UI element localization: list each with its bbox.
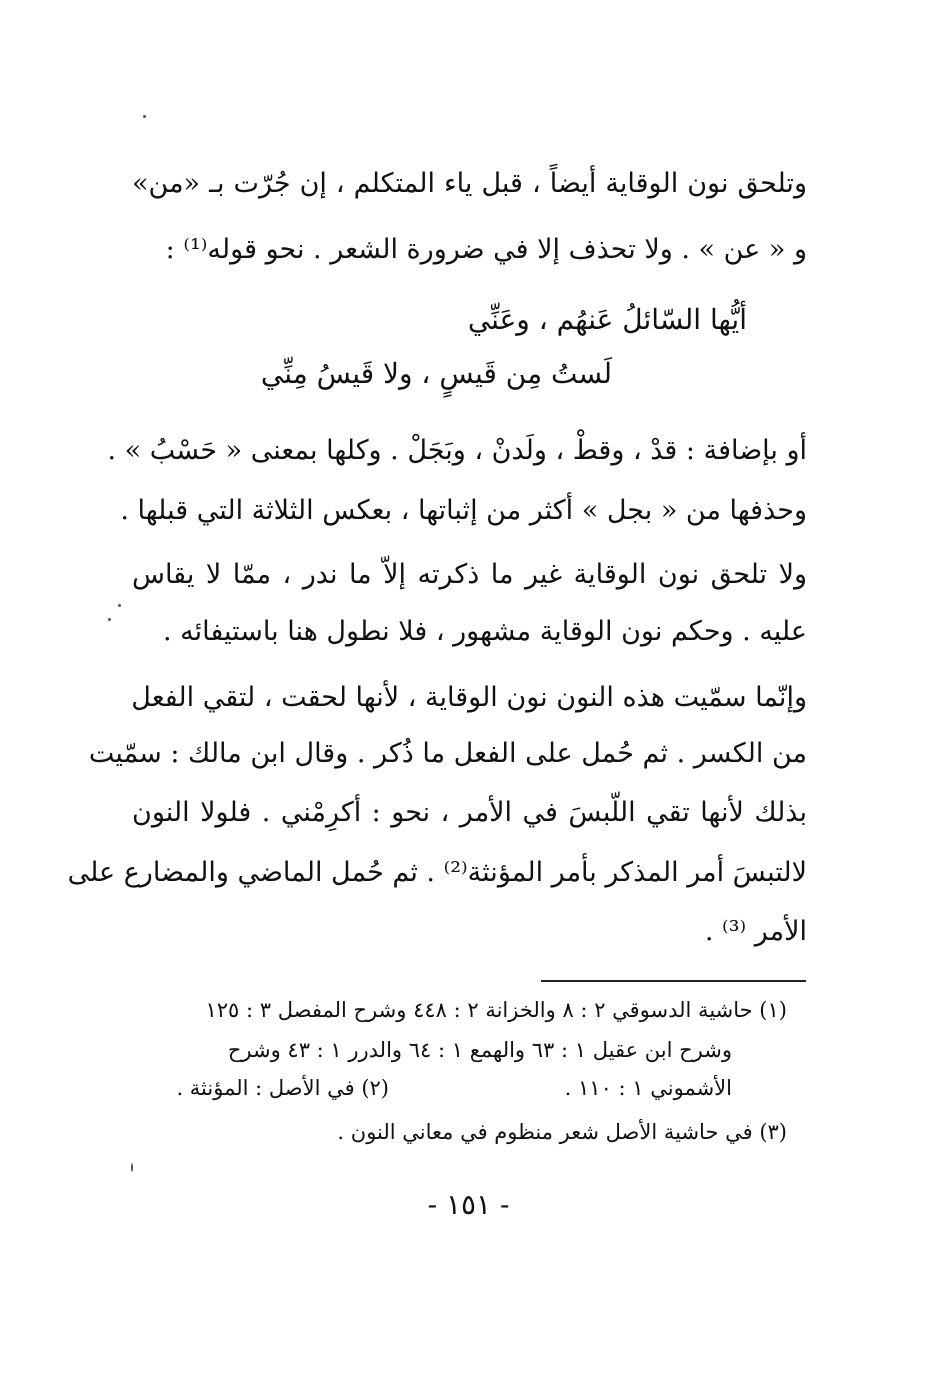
body-line-11: الأمر ⁽³⁾ . [704,916,807,947]
footnote-1-line-2: وشرح ابن عقيل ١ : ٦٣ والهمع ١ : ٦٤ والدرر ١ : ٤٣ وشرح [227,1038,732,1062]
verse-line-1: أيُّها السّائلُ عَنهُم ، وعَنِّي [467,303,747,336]
verse-line-2: لَستُ مِن قَيسٍ ، ولا قَيسُ مِنِّي [260,357,612,390]
scan-speck [108,618,111,621]
footnote-1-line-3: الأشموني ١ : ١١٠ . [564,1076,732,1100]
scan-speck [131,1163,133,1172]
body-line-4: وحذفها من « بجل » أكثر من إثباتها ، بعكس الثلاثة التي قبلها . [120,495,807,526]
body-line-3: أو بإضافة : قدْ ، وقطْ ، ولَدنْ ، وبَجَلْ . وكلها بمعنى « حَسْبُ » . [107,435,807,466]
body-line-7: وإنّما سمّيت هذه النون نون الوقاية ، لأنها لحقت ، لتقي الفعل [131,682,807,713]
scan-speck [143,115,146,118]
body-line-9: بذلك لأنها تقي اللّبسَ في الأمر ، نحو : أكرِمْني . فلولا النون [132,797,807,828]
body-line-5: ولا تلحق نون الوقاية غير ما ذكرته إلاّ ما ندر ، ممّا لا يقاس [132,559,807,590]
body-line-1: وتلحق نون الوقاية أيضاً ، قبل ياء المتكلم ، إن جُرّت بـ «من» [132,168,807,199]
footnote-2: (٢) في الأصل : المؤنثة . [176,1076,389,1100]
footnote-3: (٣) في حاشية الأصل شعر منظوم في معاني النون . [337,1120,787,1144]
footnote-rule [541,980,806,982]
body-line-6: عليه . وحكم نون الوقاية مشهور ، فلا نطول هنا باستيفائه . [162,616,807,647]
body-line-10: لالتبسَ أمر المذكر بأمر المؤنثة⁽²⁾ . ثم حُمل الماضي والمضارع على [67,857,807,888]
body-line-8: من الكسر . ثم حُمل على الفعل ما ذُكر . وقال ابن مالك : سمّيت [88,738,807,769]
footnote-1-line-1: (١) حاشية الدسوقي ٢ : ٨ والخزانة ٢ : ٤٤٨ وشرح المفصل ٣ : ١٢٥ [205,998,787,1022]
body-line-2: و « عن » . ولا تحذف إلا في ضرورة الشعر . نحو قوله⁽¹⁾ : [165,234,807,265]
scan-speck [118,604,121,607]
page-number: - ١٥١ - [427,1188,510,1221]
